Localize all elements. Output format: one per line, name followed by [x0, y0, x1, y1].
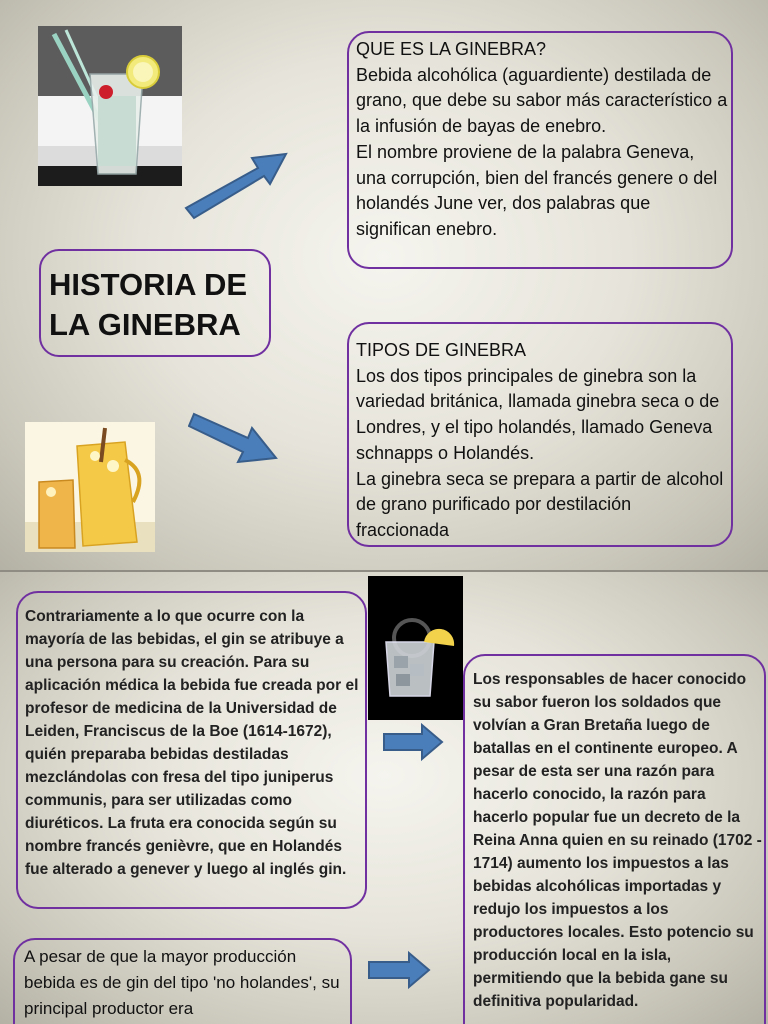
popularity-text: Los responsables de hacer conocido su sabor fueron los soldados que volvían a Gran Bretaña luego de batallas en el continente europeo. A pesar de esta ser una razón para hacerlo conocido, la razón para hacerlo popular fue un decreto de la Reina Anna quien en su reinado (1702 - 1714) aumento los impuestos a las bebidas alcohólicas importadas y redujo los impuestos a los productores locales. Esto potencio su producción local en la isla, permitiendo que la bebida gane su definitiva popularidad. [473, 671, 762, 1010]
arrow-up-right-icon [178, 144, 294, 224]
arrow-right-icon [367, 950, 433, 990]
tipos-ginebra-box [347, 322, 733, 547]
bottom-production-box [13, 938, 352, 1024]
origin-history-text: Contrariamente a lo que ocurre con la mayoría de las bebidas, el gin se atribuye a una persona para su creación. Para su aplicación médica la bebida fue creada por el profesor de medicina de la Universidad de Leiden, Franciscus de la Boe (1614-1672), quién preparaba bebidas destiladas mezclándolas con fresa del tipo juniperus communis, para ser utilizadas como diuréticos. La fruta era conocida según su nombre francés genièvre, que en Holandés fue alterado a genever y luego al inglés gin. [25, 608, 359, 878]
slide-2 [0, 572, 768, 1024]
bottom-production-text: A pesar de que la mayor producción bebida es de gin del tipo 'no holandes', su principal productor era [24, 947, 340, 1018]
origin-history-box [16, 591, 367, 909]
lemonade-pitcher-photo [25, 422, 155, 552]
arrow-down-right-icon [188, 398, 284, 468]
que-es-ginebra-text: QUE ES LA GINEBRA? Bebida alcohólica (aguardiente) destilada de grano, que debe su sabor más característico a la infusión de bayas de enebro. El nombre proviene de la palabra Geneva, una corrupción, bien del francés genere o del holandés June ver, dos palabras que significan enebro. [356, 39, 728, 239]
page-title: HISTORIA DE LA GINEBRA [49, 267, 248, 342]
title-box [39, 249, 271, 357]
que-es-ginebra-box [347, 31, 733, 269]
popularity-box [463, 654, 766, 1024]
gin-rocks-glass-photo [368, 576, 463, 720]
arrow-right-icon [382, 722, 446, 762]
tipos-ginebra-text: TIPOS DE GINEBRA Los dos tipos principales de ginebra son la variedad británica, llamada ginebra seca o de Londres, y el tipo holandés, llamado Geneva schnapps o Holandés. La ginebra seca se prepara a partir de alcohol de grano purificado por destilación fraccionada [356, 340, 724, 540]
gin-tonic-glass-photo [38, 26, 182, 186]
